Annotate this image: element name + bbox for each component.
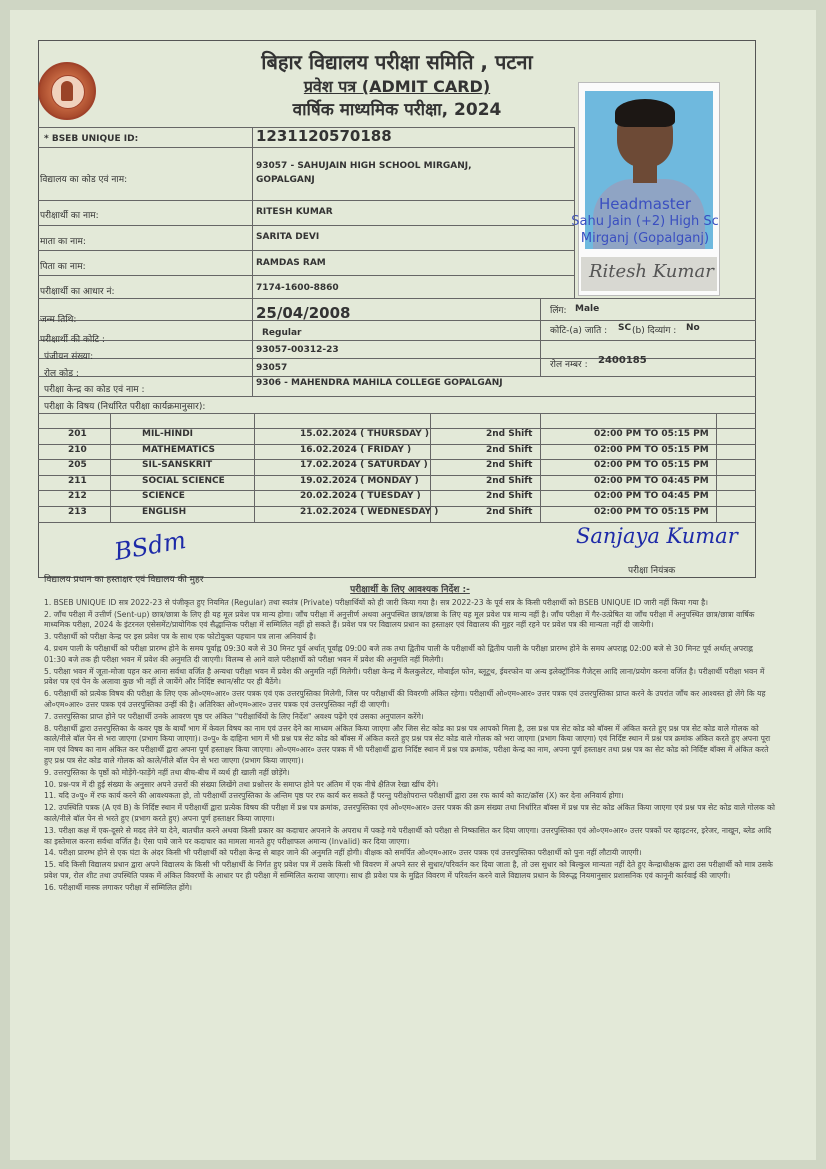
subject-shift: 2nd Shift	[486, 445, 533, 455]
headmaster-sign-label: विद्यालय प्रधान का हस्ताक्षर एवं विद्यालय की मुहर	[44, 575, 204, 585]
mother-name-value: SARITA DEVI	[256, 232, 320, 242]
dob-value: 25/04/2008	[256, 304, 351, 322]
subject-date: 19.02.2024 ( MONDAY )	[300, 476, 419, 486]
candidate-photo	[578, 82, 720, 296]
instruction-item: 11. यदि उ०पु० में रफ कार्य करने की आवश्यकता हो, तो परीक्षार्थी उत्तरपुस्तिका के अन्तिम पृष्ठ पर रफ कार्य कर सकते हैं परन्तु परीक्षोपरान्त परीक्षार्थी द्वारा उस रफ कार्य को काट/क्रॉस (X) कर देना अनिवार्य होगा।	[44, 791, 624, 801]
subject-code: 213	[68, 507, 87, 517]
instruction-item: 6. परीक्षार्थी को प्रत्येक विषय की परीक्षा के लिए एक ओ०एम०आर० उत्तर पत्रक एवं एक उत्तरपुस्तिका मिलेगी, जिस पर परीक्षार्थी की विवरणी अंकित रहेगा। परीक्षार्थी ओ०एम०आर० उत्तर पत्रक एवं उत्तरपुस्तिका प्राप्त करने के उपरांत जाँच कर आश्वस्त हो लेंगे कि यह ओ०एम०आर० उत्तर पत्रक एवं उत्तरपुस्तिका उन्हीं की है। अतिरिक्त ओ०एम०आर० उत्तर पत्रक एवं उत्तरपुस्तिका नहीं दी जाएगी।	[44, 689, 766, 709]
headmaster-signature: BSdm	[112, 525, 189, 567]
gender-label: लिंग:	[550, 306, 567, 316]
subject-shift: 2nd Shift	[486, 476, 533, 486]
roll-code-label: रोल कोड :	[44, 369, 79, 379]
controller-signature: Sanjaya Kumar	[576, 524, 738, 548]
category-value: Regular	[262, 328, 302, 338]
subject-name: SOCIAL SCIENCE	[142, 476, 225, 486]
subject-date: 17.02.2024 ( SATURDAY )	[300, 460, 428, 470]
instruction-item: 16. परीक्षार्थी मास्क लगाकर परीक्षा में सम्मिलित होंगे।	[44, 882, 193, 892]
subject-name: SIL-SANSKRIT	[142, 460, 213, 470]
category-label: परीक्षार्थी की कोटि :	[40, 335, 105, 345]
aadhar-value: 7174-1600-8860	[256, 283, 339, 293]
disability-value: No	[686, 323, 700, 333]
candidate-name-value: RITESH KUMAR	[256, 207, 333, 217]
subject-code: 210	[68, 445, 87, 455]
instruction-item: 13. परीक्षा कक्ष में एक-दूसरे से मदद लेने या देने, बातचीत करने अथवा किसी प्रकार का कदाचार अपनाने के अपराध में पकड़े गये परीक्षार्थी को परीक्षा से निष्कासित कर दिया जाएगा। उत्तरपुस्तिका एवं ओ०एम०आर० उत्तर पत्रकों पर व्हाइटनर, इरेजर, नाखून, ब्लेड आदि का इस्तेमाल करना सर्वथा वर्जित है। ऐसा पाये जाने पर कदाचार का मामला मानते हुए परीक्षाफल अमान्य (Invalid) कर दिया जाएगा।	[44, 825, 772, 846]
subject-time: 02:00 PM TO 05:15 PM	[594, 507, 709, 517]
doc-title: प्रवेश पत्र (ADMIT CARD)	[303, 77, 491, 96]
unique-id-value: 1231120570188	[256, 127, 392, 145]
subject-shift: 2nd Shift	[486, 491, 533, 501]
aadhar-label: परीक्षार्थी का आधार नं:	[40, 287, 115, 297]
board-title: बिहार विद्यालय परीक्षा समिति , पटना	[261, 50, 533, 74]
subject-name: ENGLISH	[142, 507, 187, 517]
instruction-item: 14. परीक्षा प्रारम्भ होने से एक घंटा के अंदर किसी भी परीक्षार्थी को परीक्षा केन्द्र से बाहर जाने की अनुमति नहीं होगी। वीक्षक को समर्पित ओ०एम०आर० उत्तर पत्रक एवं उत्तरपुस्तिका परीक्षार्थी को पुनः नहीं लौटायी जाएगी।	[44, 848, 642, 858]
registration-value: 93057-00312-23	[256, 345, 339, 355]
subject-time: 02:00 PM TO 05:15 PM	[594, 460, 709, 470]
instruction-item: 2. जाँच परीक्षा में उत्तीर्ण (Sent-up) छात्र/छात्रा के लिए ही यह मूल प्रवेश पत्र मान्य होगा। जाँच परीक्षा में अनुत्तीर्ण अथवा अनुपस्थित छात्र/छात्रा के लिए यह मूल प्रवेश पत्र मान्य नहीं है। जाँच परीक्षा में गैर-उत्प्रेषित या जाँच परीक्षा में अनुपस्थित छात्र/छात्रा वार्षिक माध्यमिक परीक्षा, 2024 के इंटरनल एसेसमेंट/प्रायोगिक एवं सैद्धान्तिक परीक्षा में सम्मिलित नहीं हो सकते हैं। प्रवेश पत्र पर विद्यालय प्रधान का हस्ताक्षर एवं विद्यालय की मुहर नहीं रहने पर प्रवेश पत्र की मान्यता नहीं दी जायेगी।	[44, 609, 755, 630]
candidate-signature: Ritesh Kumar	[581, 257, 717, 291]
father-name-value: RAMDAS RAM	[256, 258, 326, 268]
instruction-item: 10. प्रश्न-पत्र में दी हुई संख्या के अनुसार अपने उत्तरों की संख्या लिखेंगे तथा प्रश्नोत्तर के समाप्त होने पर अंतिम में एक नीचे क्षैतिज रेखा खींच देंगे।	[44, 779, 439, 789]
controller-label: परीक्षा नियंत्रक	[628, 566, 676, 576]
subject-date: 21.02.2024 ( WEDNESDAY )	[300, 507, 439, 517]
subject-date: 16.02.2024 ( FRIDAY )	[300, 445, 412, 455]
subject-code: 201	[68, 429, 87, 439]
subject-time: 02:00 PM TO 05:15 PM	[594, 445, 709, 455]
instruction-item: 4. प्रथम पाली के परीक्षार्थी को परीक्षा प्रारम्भ होने के समय पूर्वाह्न 09:30 बजे से 30 मिनट पूर्व अर्थात् पूर्वाह्न 09:00 बजे तक तथा द्वितीय पाली के परीक्षार्थी को द्वितीय पाली के परीक्षा प्रारम्भ होने के समय अपराह्न 02:00 बजे से 30 मिनट पूर्व अर्थात् अपराह्न 01:30 बजे तक ही परीक्षा भवन में प्रवेश की अनुमति दी जाएगी। विलम्ब से आने वाले परीक्षार्थी को परीक्षा भवन में प्रवेश की अनुमति नहीं मिलेगी।	[44, 643, 753, 664]
roll-number-label: रोल नम्बर :	[550, 360, 588, 370]
headmaster-stamp: Headmaster Sahu Jain (+2) High Sc Mirganj (Gopalganj)	[571, 195, 719, 246]
father-name-label: पिता का नाम:	[40, 262, 86, 272]
instructions-block	[44, 585, 776, 895]
subject-name: MIL-HINDI	[142, 429, 194, 439]
instruction-item: 7. उत्तरपुस्तिका प्राप्त होने पर परीक्षार्थी उनके आवरण पृष्ठ पर अंकित "परीक्षार्थियों के लिए निर्देश" अवश्य पढ़ेंगे एवं उसका अनुपालन करेंगे।	[44, 711, 424, 721]
caste-value: SC	[618, 323, 632, 333]
school-value-line2: GOPALGANJ	[256, 175, 315, 185]
mother-name-label: माता का नाम:	[40, 237, 86, 247]
subjects-label: परीक्षा के विषय (निर्धारित परीक्षा कार्यक्रमानुसार):	[44, 402, 206, 412]
instruction-item: 5. परीक्षा भवन में जूता-मोजा पहन कर आना सर्वथा वर्जित है अन्यथा परीक्षा भवन में प्रवेश की अनुमति नहीं मिलेगी। परीक्षा केन्द्र में कैलकुलेटर, मोबाईल फोन, ब्लूटूथ, ईयरफोन या अन्य इलेक्ट्रॉनिक गैजेट्स आदि लाना/प्रयोग करना वर्जित है। परीक्षार्थी परीक्षा भवन में प्रवेश पत्र एवं पेन के अलावा कुछ भी नहीं ले जायेंगे और निर्दिष्ट स्थान/सीट पर ही बैठेंगे।	[44, 666, 765, 687]
gender-value: Male	[575, 304, 600, 314]
subject-code: 211	[68, 476, 87, 486]
centre-label: परीक्षा केन्द्र का कोड एवं नाम :	[44, 385, 145, 395]
subject-code: 205	[68, 460, 87, 470]
roll-number-value: 2400185	[598, 355, 647, 366]
unique-id-label: * BSEB UNIQUE ID:	[44, 134, 139, 144]
school-label: विद्यालय का कोड एवं नाम:	[40, 175, 128, 185]
instruction-item: 9. उत्तरपुस्तिका के पृष्ठों को मोड़ेंगे-फाड़ेंगे नहीं तथा बीच-बीच में व्यर्थ ही खाली नहीं छोड़ेंगे।	[44, 767, 290, 777]
instruction-item: 1. BSEB UNIQUE ID सत्र 2022-23 से पंजीकृत हुए नियमित (Regular) तथा स्वतंत्र (Private) परीक्षार्थियों को ही जारी किया गया है। सत्र 2022-23 के पूर्व सत्र के किसी परीक्षार्थी को BSEB UNIQUE ID जारी नहीं किया गया है।	[44, 597, 709, 607]
school-value-line1: 93057 - SAHUJAIN HIGH SCHOOL MIRGANJ,	[256, 161, 472, 171]
instruction-item: 3. परीक्षार्थी को परीक्षा केन्द्र पर इस प्रवेश पत्र के साथ एक फोटोयुक्त पहचान पत्र लाना अनिवार्य है।	[44, 632, 317, 642]
centre-value: 9306 - MAHENDRA MAHILA COLLEGE GOPALGANJ	[256, 378, 503, 388]
registration-label: पंजीयन संख्या:	[44, 352, 94, 362]
caste-label: कोटि-(a) जाति :	[550, 326, 608, 336]
subject-time: 02:00 PM TO 04:45 PM	[594, 491, 709, 501]
subject-shift: 2nd Shift	[486, 429, 533, 439]
subject-name: SCIENCE	[142, 491, 185, 501]
subject-time: 02:00 PM TO 05:15 PM	[594, 429, 709, 439]
subject-date: 20.02.2024 ( TUESDAY )	[300, 491, 421, 501]
subject-shift: 2nd Shift	[486, 460, 533, 470]
subject-name: MATHEMATICS	[142, 445, 216, 455]
subject-time: 02:00 PM TO 04:45 PM	[594, 476, 709, 486]
exam-title: वार्षिक माध्यमिक परीक्षा, 2024	[292, 100, 502, 120]
subject-shift: 2nd Shift	[486, 507, 533, 517]
instruction-item: 8. परीक्षार्थी द्वारा उत्तरपुस्तिका के कवर पृष्ठ के बायाँ भाग में केवल विषय का नाम एवं उत्तर देने का माध्यम अंकित किया जाएगा और जिस सेट कोड का प्रश्न पत्र आपको मिला है, उस प्रश्न पत्र सेट कोड को बॉक्स में अंकित करते हुए प्रश्न पत्र सेट कोड वाले गोलक को काले/नीले बॉल पेन से भरा जाएगा (प्रभाग किया जाएगा)। उ०पु० के दाहिना भाग में भी प्रश्न पत्र सेट कोड को बॉक्स में अंकित करते हुए प्रश्न पत्र सेट कोड वाले गोलक को भरा जाएगा (प्रभाग किया जाएगा) एवं निर्दिष्ट स्थान में प्रश्न पत्र क्रमांक अंकित करते हुए अपना पूरा नाम एवं विषय का नाम अंकित कर परीक्षार्थी द्वारा अपना पूर्ण हस्ताक्षर किया जाएगा। ओ०एम०आर० उत्तर पत्रक में भी परीक्षार्थी द्वारा निर्दिष्ट स्थान में प्रश्न पत्र क्रमांक, परीक्षा केन्द्र का नाम, अपना पूर्ण हस्ताक्षर तथा प्रश्न पत्र का सेट कोड को निर्दिष्ट बॉक्स में अंकित करते हुए प्रश्न पत्र सेट कोड वाले गोलक को काले/नीले बॉल पेन से भरा जाएगा (प्रभाग किया जाएगा)।	[44, 723, 771, 765]
disability-label: (b) दिव्यांग :	[632, 326, 677, 336]
candidate-name-label: परीक्षार्थी का नाम:	[40, 211, 99, 221]
dob-label: जन्म तिथि:	[40, 315, 77, 325]
subject-code: 212	[68, 491, 87, 501]
instruction-item: 15. यदि किसी विद्यालय प्रधान द्वारा अपने विद्यालय के किसी भी परीक्षार्थी के निर्गत हुए प्रवेश पत्र में उसके किसी भी विवरण में अपने स्तर से सुधार/परिवर्तन कर दिया जाता है, तो उस सुधार को बिल्कुल मान्यता नहीं देते हुए केन्द्राधीक्षक द्वारा उस परीक्षार्थी को मात्र उसके प्रवेश पत्र, रोल शीट तथा उपस्थिति पत्रक में अंकित विवरणों के आधार पर ही परीक्षा में सम्मिलित कराया जाएगा। साथ ही प्रवेश पत्र के मुद्रित विवरण में परिवर्तन करने वाले विद्यालय प्रधान के विरूद्ध नियमानुसार प्रशासनिक एवं कानूनी कार्रवाई की जाएगी।	[44, 860, 773, 880]
instruction-item: 12. उपस्थिति पत्रक (A एवं B) के निर्दिष्ट स्थान में परीक्षार्थी द्वारा प्रत्येक विषय की परीक्षा में प्रश्न पत्र क्रमांक, उत्तरपुस्तिका एवं ओ०एम०आर० उत्तर पत्रक की क्रम संख्या तथा निर्धारित बॉक्स में प्रश्न पत्र सेट कोड अंकित किया जाएगा एवं प्रश्न पत्र सेट कोड वाले गोलक को काले/नीले बॉल पेन से भरते हुए (प्रभाग करते हुए) अपना पूर्ण हस्ताक्षर किया जाएगा।	[44, 803, 775, 823]
instructions-title: परीक्षार्थी के लिए आवश्यक निर्देश :-	[350, 585, 470, 595]
roll-code-value: 93057	[256, 363, 288, 373]
subject-date: 15.02.2024 ( THURSDAY )	[300, 429, 430, 439]
